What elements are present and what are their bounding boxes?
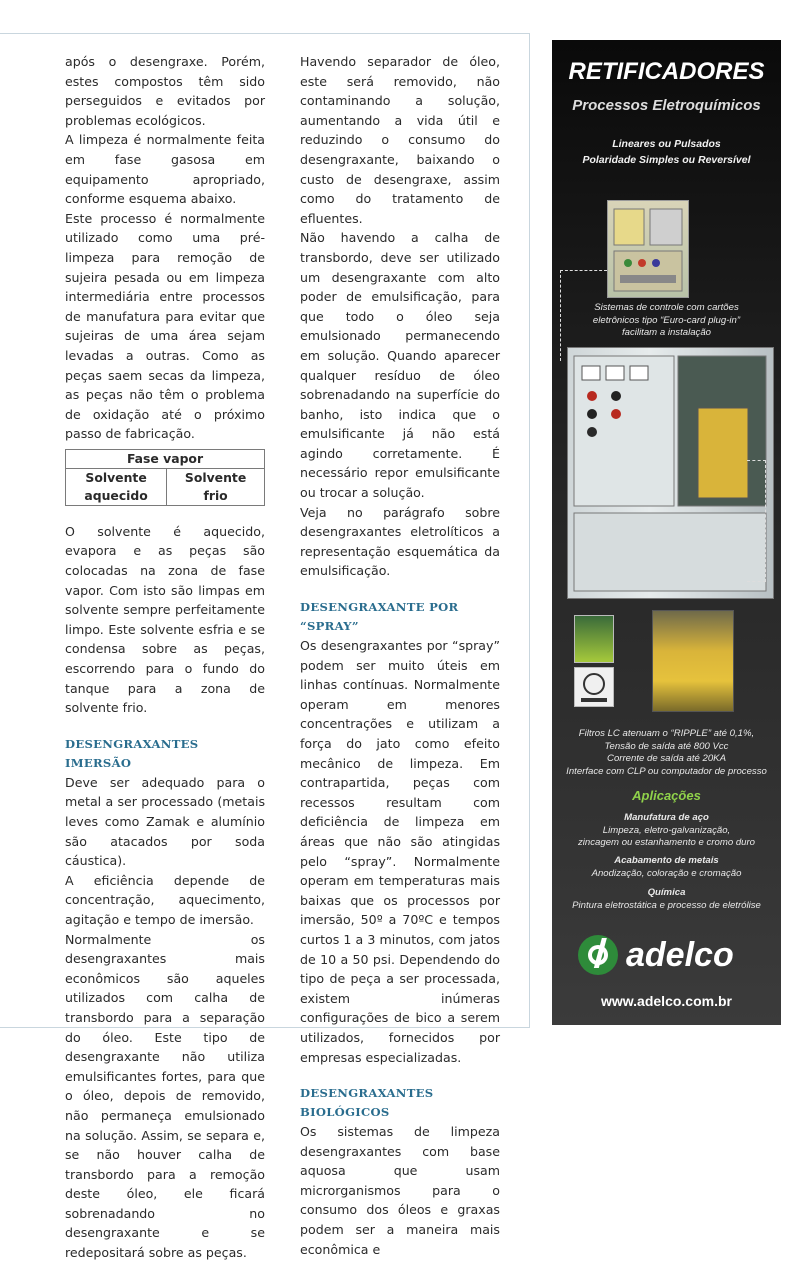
ad-specifications: Filtros LC atenuam o “RIPPLE” até 0,1%, Tensão de saída até 800 Vcc Corrente de saída até 20KA Interface com CLP ou computador de processo xyxy=(566,728,767,777)
paragraph: Os desengraxantes por “spray” podem ser muito úteis em linhas contínuas. Normalmente operam em menores concentrações e utilizam a força do jato como efeito mecânico de limpeza. Em contrapartida, peças com recessos resultam com deficiência de limpeza em áreas que não são atingidas pelo “spray”. Normalmente operam em temperaturas mais baixas que os processos por imersão, 50º a 70ºC e tempos curtos 1 a 3 minutos, com jatos de 10 a 50 psi. Dependendo do tipo de peça a ser processada, existem inúmeras configurações de bico a serem utilizados, fornecidos por empresas especializadas. xyxy=(300,638,500,1065)
paragraph: O solvente é aquecido, evapora e as peças são colocadas na zona de fase vapor. Com isto são limpas em solvente sempre perfeitamente limpo. Este solvente esfria e se condensa sobre as peças, escorrendo para o fundo do tanque para a zona de solvente frio. xyxy=(65,523,265,716)
iso-9001-seal xyxy=(574,667,614,707)
paragraph: Normalmente os desengraxantes mais econômicos são aqueles utilizados com calha de transbordo para a separação do óleo. Este tipo de desengraxante não utiliza emulsificantes fortes, para que o óleo, depois de removido, não permaneça emulsionado na solução. Assim, se separa e, se não houver calha de transbordo para a remoção deste óleo, ele ficará sobrenadando no desengraxante e se redepositará sobre as peças. xyxy=(65,931,265,1261)
ad-caption-control: Sistemas de controle com cartões eletrônicos tipo “Euro-card plug-in” facilitam a instalação xyxy=(592,302,741,338)
section-heading: DESENGRAXANTE POR “SPRAY” xyxy=(300,600,459,634)
section-heading: DESENGRAXANTES BIOLÓGICOS xyxy=(300,1086,434,1120)
paragraph: A limpeza é normalmente feita em fase gasosa em equipamento apropriado, conforme esquema abaixo. xyxy=(65,132,265,207)
text-column-2 xyxy=(300,52,500,1259)
paragraph: Este processo é normalmente utilizado como uma pré-limpeza para remoção de sujeira pesada ou em limpeza intermediária entre processos de manufatura para evitar que sujeiras de uma área sejam levadas a outras. Como as peças saem secas da limpeza, as peças não têm o problema de oxidação até o próximo passo de fabricação. xyxy=(65,210,265,442)
table-header: Fase vapor xyxy=(66,449,265,468)
adelco-logo xyxy=(572,930,762,980)
advertisement xyxy=(552,40,781,1025)
paragraph: Havendo separador de óleo, este será removido, não contaminando a solução, aumentando a vida útil e reduzindo o consumo do desengraxante, baixando o custo de desengraxe, assim como do tratamento de efluentes. xyxy=(300,54,500,226)
paragraph: Os sistemas de limpeza desengraxantes com base aquosa que usam microrganismos para o consumo dos óleos e graxas podem ser a maneira mais econômica e xyxy=(300,1124,500,1257)
ad-title: RETIFICADORES xyxy=(568,58,765,85)
transformer-image xyxy=(652,610,734,712)
paragraph: A eficiência depende de concentração, aquecimento, agitação e tempo de imersão. xyxy=(65,872,265,927)
rectifier-cabinet-image xyxy=(567,347,774,599)
ad-subtitle: Processos Eletroquímicos xyxy=(572,97,761,114)
application-steel: Manufatura de aço Limpeza, eletro-galvanização, zincagem ou estanhamento e cromo duro xyxy=(577,812,756,848)
table-cell: Solvente frio xyxy=(167,468,265,505)
paragraph: após o desengraxe. Porém, estes compostos têm sido perseguidos e evitados por problemas ecológicos. xyxy=(65,54,265,128)
paragraph: Não havendo a calha de transbordo, deve ser utilizado um desengraxante com alto poder de emulsificação, para que todo o óleo seja emulsionado permanecendo em solução. Quando aparecer qualquer resíduo de óleo sobrenadando na superfície do banho, isto indica que o emulsificante já não está agindo corretamente. É necessário repor emulsificante ou trocar a solução. xyxy=(300,230,500,501)
svg-text:adelco: adelco xyxy=(626,936,734,974)
certification-seal xyxy=(574,615,614,663)
callout-line xyxy=(747,460,766,582)
application-chemical: Química Pintura eletrostática e processo de eletrólise xyxy=(572,887,761,911)
application-metal-finishing: Acabamento de metais Anodização, coloração e cromação xyxy=(591,855,742,879)
paragraph: Veja no parágrafo sobre desengraxantes eletrolíticos a representação esquemática da emulsificação. xyxy=(300,504,500,579)
table-cell: Solvente aquecido xyxy=(66,468,167,505)
text-column-1 xyxy=(65,52,265,1263)
paragraph: Deve ser adequado para o metal a ser processado (metais leves como Zamak e alumínio são atacados por soda cáustica). xyxy=(65,774,265,869)
vapor-phase-table xyxy=(65,449,265,506)
ad-website-link[interactable]: www.adelco.com.br xyxy=(601,993,732,1009)
ad-tagline: Lineares ou Pulsados Polaridade Simples ou Reversível xyxy=(582,138,751,166)
control-panel-image xyxy=(607,200,689,298)
section-heading: DESENGRAXANTES IMERSÃO xyxy=(65,736,199,770)
applications-heading: Aplicações xyxy=(632,788,701,803)
